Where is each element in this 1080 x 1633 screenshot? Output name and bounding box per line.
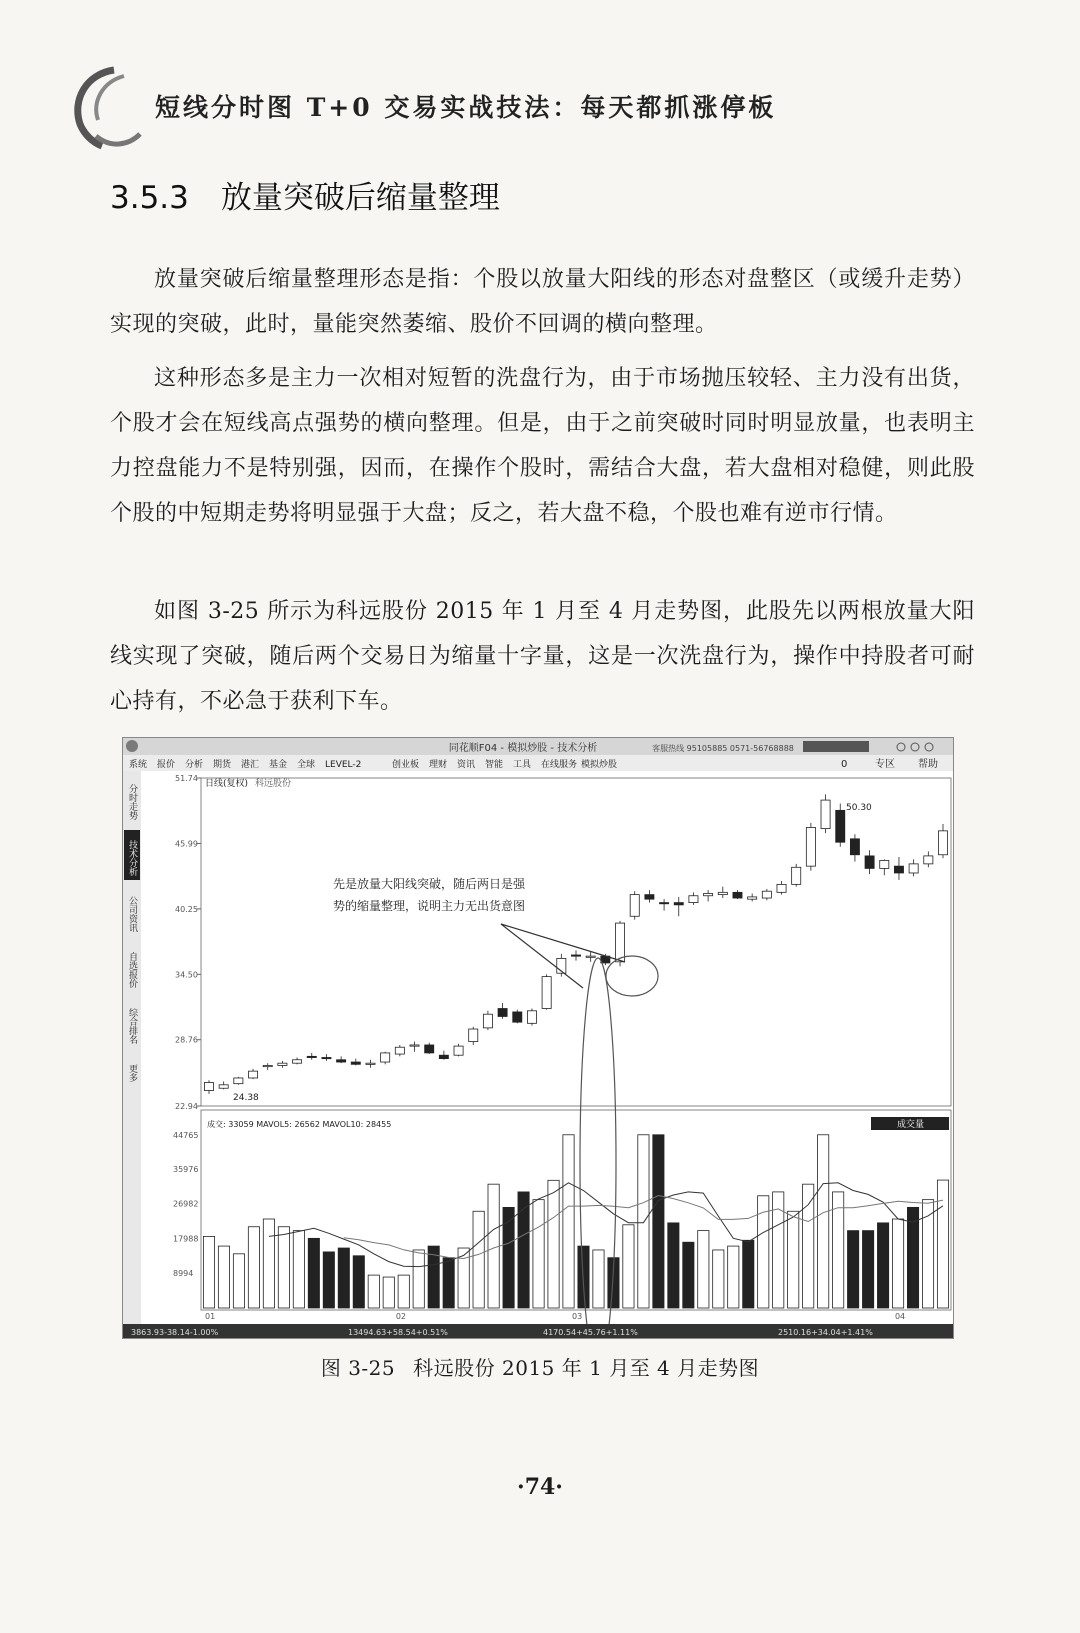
volume-tick-label: 35976 bbox=[173, 1164, 199, 1174]
candle bbox=[615, 923, 624, 962]
volume-bar bbox=[548, 1180, 559, 1308]
volume-bar bbox=[233, 1254, 244, 1308]
candle bbox=[586, 956, 595, 957]
candle bbox=[777, 884, 786, 892]
candle bbox=[454, 1046, 463, 1055]
candle bbox=[425, 1045, 434, 1053]
candle bbox=[381, 1053, 390, 1062]
menu-item[interactable]: 模拟炒股 bbox=[581, 760, 618, 770]
price-tick-label: 28.76 bbox=[175, 1035, 198, 1045]
candle bbox=[248, 1071, 257, 1078]
date-tick-label: 02 bbox=[395, 1312, 407, 1321]
price-tick-label: 22.94 bbox=[175, 1102, 198, 1111]
menu-item[interactable]: 全球 bbox=[297, 760, 316, 770]
volume-bar bbox=[638, 1135, 649, 1308]
paragraph: 这种形态多是主力一次相对短暂的洗盘行为，由于市场抛压较轻、主力没有出货，个股才会在短线高点强势的横向整理。但是，由于之前突破时同时明显放量，也表明主力控盘能力不是特别强，因而，在操作个股时，需结合大盘，若大盘相对稳健，则此股个股的中短期走势将明显强于大盘；反之，若大盘不稳，个股也难有逆市行情。 bbox=[110, 366, 975, 526]
volume-bar bbox=[383, 1277, 394, 1308]
section-title: 放量突破后缩量整理 bbox=[220, 180, 500, 216]
paragraph: 如图 3-25 所示为科远股份 2015 年 1 月至 4 月走势图，此股先以两根放量大阳线实现了突破，随后两个交易日为缩量十字量，这是一次洗盘行为，操作中持股者可耐心持有，不必急于获利下车。 bbox=[110, 599, 975, 714]
login-buttons[interactable] bbox=[803, 741, 869, 752]
book-logo-icon bbox=[66, 62, 156, 154]
candle bbox=[894, 866, 903, 873]
candle bbox=[630, 895, 639, 917]
candle bbox=[645, 895, 654, 900]
candle bbox=[762, 891, 771, 898]
volume-bar bbox=[713, 1250, 724, 1308]
figure-caption bbox=[0, 1352, 1080, 1381]
volume-bar bbox=[668, 1223, 679, 1308]
volume-bar bbox=[653, 1135, 664, 1308]
section-heading bbox=[110, 172, 500, 217]
candle bbox=[674, 903, 683, 905]
page-header bbox=[60, 62, 1040, 154]
candle bbox=[689, 896, 698, 903]
menu-item[interactable]: 创业板 bbox=[392, 760, 420, 770]
volume-bar bbox=[533, 1200, 544, 1308]
book-title: 短线分时图 T+0 交易实战技法：每天都抓涨停板 bbox=[155, 93, 777, 122]
candle bbox=[733, 892, 742, 898]
date-tick-label: 01 bbox=[205, 1312, 216, 1321]
volume-bar bbox=[203, 1236, 214, 1308]
volume-bar bbox=[443, 1258, 454, 1308]
menu-item[interactable]: 理财 bbox=[429, 760, 448, 770]
toolbar-help[interactable]: 帮助 bbox=[918, 759, 938, 770]
candle bbox=[660, 903, 669, 904]
volume-bar bbox=[503, 1207, 514, 1308]
volume-bar bbox=[683, 1242, 694, 1308]
candle bbox=[850, 839, 859, 855]
index-quote: 13494.63+58.54+0.51% bbox=[348, 1328, 448, 1337]
candle bbox=[219, 1085, 228, 1088]
annotation-line-2: 势的缩量整理，说明主力无出货意图 bbox=[333, 899, 526, 913]
candle bbox=[938, 831, 947, 855]
menu-item[interactable]: 资讯 bbox=[457, 760, 476, 770]
candle bbox=[337, 1060, 346, 1062]
side-tab[interactable] bbox=[127, 1007, 138, 1045]
volume-bar bbox=[368, 1275, 379, 1308]
menu-item[interactable]: 分析 bbox=[185, 760, 204, 770]
volume-bar bbox=[788, 1211, 799, 1308]
candle bbox=[748, 897, 757, 899]
stock-chart-screenshot bbox=[122, 737, 954, 1339]
side-tab[interactable] bbox=[127, 1064, 138, 1083]
candle bbox=[395, 1047, 404, 1054]
volume-bar bbox=[263, 1219, 274, 1308]
menu-item[interactable]: LEVEL-2 bbox=[325, 760, 362, 770]
side-tab[interactable] bbox=[127, 783, 138, 820]
index-quote: 2510.16+34.04+1.41% bbox=[778, 1328, 873, 1337]
candle bbox=[263, 1065, 272, 1066]
menu-item[interactable]: 港汇 bbox=[241, 760, 260, 770]
candle bbox=[571, 955, 580, 956]
menu-item[interactable]: 工具 bbox=[513, 760, 532, 770]
volume-bar bbox=[818, 1135, 829, 1308]
date-tick-label: 04 bbox=[894, 1312, 906, 1321]
side-tab[interactable] bbox=[124, 830, 140, 880]
menu-item[interactable]: 在线服务 bbox=[541, 760, 578, 770]
page-number: ·74· bbox=[517, 1474, 563, 1500]
hotline-text: 客服热线 95105885 0571-56768888 bbox=[652, 744, 794, 753]
price-tick-label: 51.74 bbox=[175, 774, 198, 783]
candle bbox=[293, 1060, 302, 1063]
menu-item[interactable]: 基金 bbox=[269, 760, 288, 770]
candle bbox=[204, 1083, 213, 1091]
candle bbox=[821, 800, 830, 828]
candle bbox=[322, 1057, 331, 1058]
figure-number: 图 3-25 bbox=[320, 1356, 396, 1380]
candle bbox=[307, 1056, 316, 1057]
volume-indicator-label[interactable]: 成交量 bbox=[897, 1120, 925, 1130]
candle bbox=[718, 892, 727, 894]
volume-bar bbox=[248, 1227, 259, 1308]
volume-bar bbox=[563, 1135, 574, 1308]
stock-name: 科远股份 bbox=[255, 779, 292, 789]
volume-bar bbox=[413, 1250, 424, 1308]
volume-tick-label: 17988 bbox=[173, 1234, 199, 1244]
price-tick-label: 45.99 bbox=[175, 839, 198, 849]
volume-bar bbox=[353, 1256, 364, 1308]
section-number: 3.5.3 bbox=[110, 180, 189, 216]
candlestick-chart bbox=[123, 738, 953, 1338]
candle bbox=[806, 827, 815, 866]
volume-bar bbox=[877, 1223, 888, 1308]
volume-bar bbox=[623, 1225, 634, 1308]
candle bbox=[410, 1045, 419, 1046]
index-quote: 3863.93-38.14-1.00% bbox=[131, 1328, 219, 1337]
svg-text:自选报价: 自选报价 bbox=[127, 952, 137, 988]
volume-bar bbox=[398, 1275, 409, 1308]
candle bbox=[498, 1009, 507, 1017]
paragraph: 放量突破后缩量整理形态是指：个股以放量大阳线的形态对盘整区（或缓升走势）实现的突破，此时，量能突然萎缩、股价不回调的横向整理。 bbox=[110, 267, 975, 337]
volume-bar bbox=[862, 1231, 873, 1308]
volume-bar bbox=[338, 1248, 349, 1308]
candle bbox=[278, 1063, 287, 1065]
volume-bar bbox=[728, 1246, 739, 1308]
volume-bar bbox=[892, 1219, 903, 1308]
volume-bar bbox=[698, 1231, 709, 1308]
volume-bar bbox=[278, 1227, 289, 1308]
volume-bar bbox=[473, 1211, 484, 1308]
candle bbox=[792, 867, 801, 884]
svg-text:更多: 更多 bbox=[127, 1064, 137, 1082]
index-quote: 4170.54+45.76+1.11% bbox=[543, 1328, 638, 1337]
candle bbox=[483, 1014, 492, 1028]
candle bbox=[836, 810, 845, 842]
candle bbox=[909, 864, 918, 873]
menu-item[interactable]: 报价 bbox=[157, 760, 176, 770]
date-tick-label: 03 bbox=[572, 1312, 583, 1321]
candle bbox=[366, 1063, 375, 1064]
candle bbox=[880, 860, 889, 868]
toolbar-counter[interactable]: 0 bbox=[841, 759, 848, 770]
side-tab[interactable] bbox=[127, 951, 138, 989]
volume-bar bbox=[488, 1184, 499, 1308]
menu-item[interactable]: 期货 bbox=[213, 760, 232, 770]
annotation-line-1: 先是放量大阳线突破，随后两日是强 bbox=[333, 877, 526, 891]
candle bbox=[234, 1078, 243, 1084]
chart-period-label: 日线(复权) bbox=[205, 779, 249, 789]
svg-text:公司资讯: 公司资讯 bbox=[127, 896, 137, 932]
volume-bar bbox=[218, 1246, 229, 1308]
menu-item[interactable]: 系统 bbox=[129, 760, 148, 770]
toolbar-zone[interactable]: 专区 bbox=[875, 759, 895, 770]
volume-bar bbox=[937, 1180, 948, 1308]
volume-bar bbox=[743, 1240, 754, 1308]
price-tick-label: 34.50 bbox=[175, 970, 198, 980]
volume-bar bbox=[593, 1250, 604, 1308]
price-tick-label: 40.25 bbox=[175, 904, 198, 914]
candle bbox=[513, 1012, 522, 1022]
candle bbox=[704, 893, 713, 895]
window-title: 同花顺F04 - 模拟炒股 - 技术分析 bbox=[448, 743, 598, 754]
volume-bar bbox=[308, 1238, 319, 1308]
svg-text:技术分析: 技术分析 bbox=[127, 840, 137, 876]
svg-text:综合排名: 综合排名 bbox=[127, 1008, 137, 1044]
volume-bar bbox=[293, 1231, 304, 1308]
candle bbox=[542, 977, 551, 1009]
volume-bar bbox=[323, 1252, 334, 1308]
side-tab[interactable] bbox=[127, 896, 138, 933]
figure-caption-text: 科远股份 2015 年 1 月至 4 月走势图 bbox=[413, 1356, 760, 1380]
svg-text:分时走势: 分时走势 bbox=[127, 784, 137, 820]
volume-tick-label: 8994 bbox=[173, 1269, 194, 1279]
low-price-marker: 24.38 bbox=[233, 1093, 259, 1103]
menu-item[interactable]: 智能 bbox=[485, 760, 504, 770]
candle bbox=[469, 1029, 478, 1042]
volume-tick-label: 44765 bbox=[173, 1130, 199, 1140]
volume-bar bbox=[518, 1192, 529, 1308]
volume-tick-label: 26982 bbox=[173, 1199, 199, 1209]
candle bbox=[924, 856, 933, 864]
candle bbox=[439, 1055, 448, 1058]
volume-legend: 成交: 33059 MAVOL5: 26562 MAVOL10: 28455 bbox=[207, 1120, 392, 1129]
candle bbox=[527, 1011, 536, 1024]
high-price-marker: 50.30 bbox=[846, 803, 872, 813]
candle bbox=[865, 856, 874, 869]
app-icon bbox=[126, 740, 138, 752]
candle bbox=[351, 1062, 360, 1064]
volume-bar bbox=[848, 1231, 859, 1308]
volume-bar bbox=[803, 1184, 814, 1308]
